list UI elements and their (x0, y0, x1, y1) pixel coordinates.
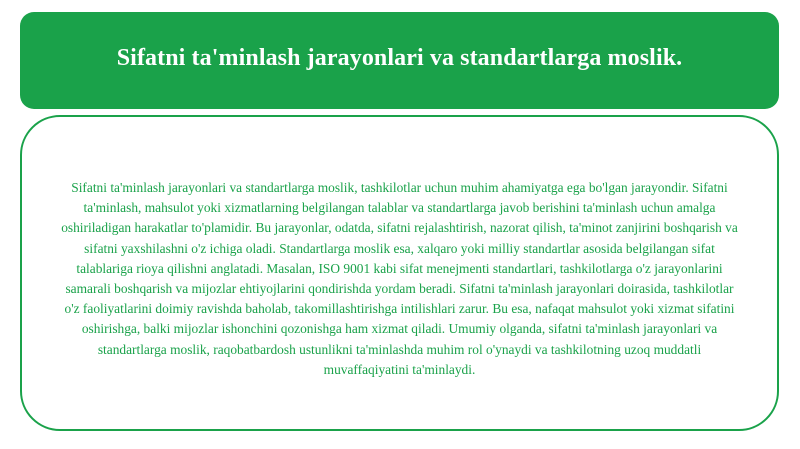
page-title: Sifatni ta'minlash jarayonlari va standartlarga moslik. (116, 45, 683, 71)
content-card (20, 115, 779, 431)
body-paragraph: Sifatni ta'minlash jarayonlari va standartlarga moslik, tashkilotlar uchun muhim ahamiyatga ega bo'lgan jarayondir. Sifatni ta'minlash, mahsulot yoki xizmatlarning belgilangan talablar va standartlarga javob berishini ta'minlash uchun amalga oshiriladigan harakatlar to'plamidir. Bu jarayonlar, odatda, sifatni rejalashtirish, nazorat qilish, ta'minot zanjirini boshqarish va sifatni yaxshilashni o'z ichiga oladi. Standartlarga moslik esa, xalqaro yoki milliy standartlar asosida belgilangan sifat talablariga rioya qilishni anglatadi. Masalan, ISO 9001 kabi sifat menejmenti standartlari, tashkilotlarga o'z jarayonlarini samarali boshqarish va mijozlar ehtiyojlarini qondirishda yordam beradi. Sifatni ta'minlash jarayonlari doirasida, tashkilotlar o'z faoliyatlarini doimiy ravishda baholab, takomillashtirishga intilishlari zarur. Bu esa, nafaqat mahsulot yoki xizmat sifatini oshirishga, balki mijozlar ishonchini qozonishga ham xizmat qiladi. Umumiy olganda, sifatni ta'minlash jarayonlari va standartlarga moslik, raqobatbardosh ustunlikni ta'minlashda muhim rol o'ynaydi va tashkilotning uzoq muddatli muvaffaqiyatini ta'minlaydi. (61, 179, 738, 377)
title-banner (20, 12, 779, 109)
